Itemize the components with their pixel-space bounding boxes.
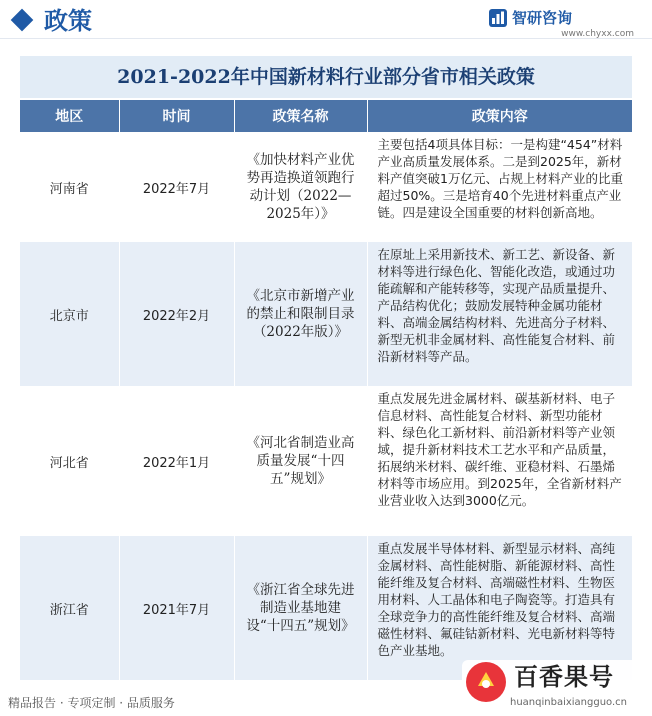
policy-content-cell: 重点发展半导体材料、新型显示材料、高纯金属材料、高性能树脂、新能源材料、高性能纤维及复合材料、高端磁性材料、生物医用材料、人工晶体和电子陶瓷等。打造具有全球竞争力的高性能纤维及复合材料、高端磁性材料、氟硅钴新材料、光电新材料等特色产业基地。 (367, 536, 632, 680)
table-row (20, 536, 632, 680)
watermark-badge (462, 660, 648, 714)
policy-content-cell: 重点发展先进金属材料、碳基新材料、电子信息材料、高性能复合材料、新型功能材料、绿色化工新材料、前沿新材料等产业领域，提升新材料技术工艺水平和产品质量，拓展纳米材料、碳纤维、亚稳材料、石墨烯材料等市场应用。到2025年，全省新材料产业营业收入达到3000亿元。 (367, 386, 632, 536)
watermark-name: 百香果号 (514, 663, 614, 691)
date-cell: 2021年7月 (119, 536, 234, 680)
brand-url: www.chyxx.com (561, 29, 634, 39)
policy-content-cell: 主要包括4项具体目标：一是构建“454”材料产业高质量发展体系。二是到2025年，新材料产值突破1万亿元、占规上材料产业的比重超过50%。三是培育40个先进材料重点产业链。四是建设全国重要的材料创新高地。 (367, 132, 632, 242)
policy-name-cell: 《北京市新增产业的禁止和限制目录（2022年版）》 (234, 242, 367, 386)
date-cell: 2022年7月 (119, 132, 234, 242)
column-header-content: 政策内容 (367, 100, 632, 132)
brand-name: 智研咨询 (512, 9, 573, 27)
diamond-icon (11, 9, 34, 32)
table-title: 2021-2022年中国新材料行业部分省市相关政策 (117, 66, 535, 88)
passion-fruit-logo-icon (466, 662, 506, 702)
policy-name-cell: 《浙江省全球先进制造业基地建设“十四五”规划》 (234, 536, 367, 680)
footer-slogan: 精品报告 · 专项定制 · 品质服务 (8, 696, 175, 710)
brand-logo-icon (488, 8, 508, 28)
section-title: 政策 (44, 7, 92, 35)
region-cell: 浙江省 (20, 536, 119, 680)
policy-content-cell: 在原址上采用新技术、新工艺、新设备、新材料等进行绿色化、智能化改造，或通过功能疏解和产能转移等，实现产品质量提升、产品结构优化；鼓励发展特种金属功能材料、高端金属结构材料、先进高分子材料、新型无机非金属材料、高性能复合材料、前沿新材料等产品。 (367, 242, 632, 386)
region-cell: 河北省 (20, 386, 119, 536)
table-row (20, 386, 632, 536)
column-header-region: 地区 (20, 100, 119, 132)
table-row (20, 132, 632, 242)
policy-name-cell: 《加快材料产业优势再造换道领跑行动计划（2022—2025年）》 (234, 132, 367, 242)
policy-table (20, 100, 632, 680)
page-header (0, 0, 652, 44)
region-cell: 北京市 (20, 242, 119, 386)
date-cell: 2022年2月 (119, 242, 234, 386)
policy-name-cell: 《河北省制造业高质量发展“十四五”规划》 (234, 386, 367, 536)
table-title-band (20, 56, 632, 98)
column-header-date: 时间 (119, 100, 234, 132)
column-header-policy: 政策名称 (234, 100, 367, 132)
header-divider (0, 38, 652, 39)
brand (488, 6, 638, 38)
watermark-url: huanqinbaixiangguo.cn (510, 697, 628, 708)
table-row (20, 242, 632, 386)
table-header-row (20, 100, 632, 132)
date-cell: 2022年1月 (119, 386, 234, 536)
region-cell: 河南省 (20, 132, 119, 242)
